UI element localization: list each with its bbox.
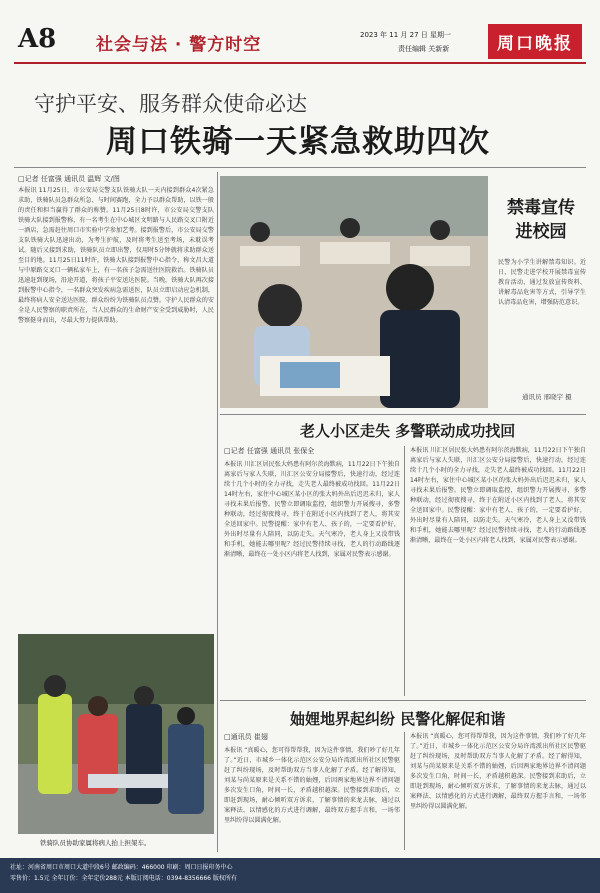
- page-number: A8: [18, 24, 57, 54]
- story3-byline: □通讯员 崔翅: [224, 733, 268, 741]
- sidebar-title: [496, 196, 586, 244]
- story2-byline: □记者 任富强 通讯员 张保全: [224, 447, 315, 455]
- sidebar-title-line2: 进校园: [515, 222, 567, 242]
- classroom-photo-image: [220, 176, 488, 408]
- section-title: 社会与法 · 警方时空: [96, 35, 262, 55]
- lead-body: 本报讯 11月25日，市公安局交警支队铁骑大队一天内接到群众4次紧急求助，铁骑队员急群众所急、与时间赛跑，全力予以群众帮助，以铁一般的责任和担当赢得了群众的称赞。11月25日8时许，市公安局交警支队铁骑大队接到报警称，有一名考生在中心城区文明路与人民路交叉口附近一酒店，急需赶往周口市实验中学参加艺考。接到报警后，市公安局交警支队铁骑大队迅速出动，为考生护航，及时将考生送至考场，未耽误考试。随后又接到求助，铁骑队员立即出警，仅用时5分钟就将求助群众送至目的地。11月25日11时许，铁骑大队接到报警中心指令，称文昌大道与中原路交叉口一辆私家车上，有一名孩子急需送往医院救治。铁骑队员迅速赶到现场，沿途开道，将孩子平安送达医院。当晚，铁骑大队再次接到报警中心指令，一名群众突发疾病急需送医，队员立即启动应急机制，最终将病人安全送达医院。群众纷纷为铁骑队员点赞。守护人民群众的安全是人民警察的职责所在，当人民群众的生命财产安全受到威胁时，人民警察挺身而出，尽最大努力提供帮助。: [18, 187, 214, 324]
- story3-title: 妯娌地界起纠纷 民警化解促和谐: [290, 710, 506, 728]
- lead-photo-stretcher: [18, 634, 214, 834]
- classroom-photo: [220, 176, 488, 408]
- footer-line2: 零售价：1.5元 全年订价：全年定价288元 本版订阅电话：0394-8356666 版权所有: [10, 875, 237, 882]
- stretcher-photo-caption: 铁骑队员协助家属将病人抬上担架车。: [40, 839, 151, 847]
- story2-body-col1: 本报讯 川汇区居民张大妈患有阿尔茨海默病，11月22日下午独自离家后与家人失联，川汇区公安分局接警后，快速行动，经过连续十几个小时的全力寻找，走失老人最终被成功找回。11月22日14时左右，家住中心城区某小区的张大妈外出后迟迟未归，家人寻找未果后报警。民警立即调取监控，组织警力开展搜寻，多警种联动，经过彻夜搜寻，终于在附近小区内找到了老人，将其安全送回家中。民警提醒：家中有老人、孩子的，一定要看护好，外出时尽量有人陪同，以防走失。天气寒冷，老人身上又没带钱和手机，她能去哪里呢？经过民警持续寻找，老人的行动路线逐渐清晰，最终在一处小区内将老人找到，家属对民警表示感谢。: [224, 461, 400, 558]
- newspaper-masthead: 周口晚报: [488, 24, 582, 59]
- story3-body-col1: 本报讯 “真暖心，您可得帮帮我，因为这件事情，我们吵了好几年了。”近日，市城乡一体化示范区公安分局许湾派出所社区民警驱赶了纠纷现场，及时帮助双方当事人化解了矛盾。经了解得知，刘某与尚某原来是关系不错的妯娌，后因两家地界边界不清问题多次发生口角，时间一长，矛盾越积越深。民警接到求助后，立即赶到现场，耐心倾听双方诉求，了解事情的来龙去脉，通过以案释法、以情感化的方式进行调解，最终双方握手言和，一场邻里纠纷得以圆满化解。: [224, 747, 400, 824]
- header-rule: [14, 62, 586, 64]
- responsible-editor: 责任编辑 关新新: [398, 45, 450, 53]
- lead-byline: □记者 任富强 通讯员 温辉 文/图: [18, 175, 120, 183]
- footer-line1: 社址：河南省周口市周口大道中段6号 邮政编码：466000 印刷：周口日报印务中心: [10, 864, 233, 871]
- story2-body-col2: 本报讯 川汇区居民张大妈患有阿尔茨海默病，11月22日下午独自离家后与家人失联，川汇区公安分局接警后，快速行动，经过连续十几个小时的全力寻找，走失老人最终被成功找回。11月22日14时左右，家住中心城区某小区的张大妈外出后迟迟未归，家人寻找未果后报警。民警立即调取监控，组织警力开展搜寻，多警种联动，经过彻夜搜寻，终于在附近小区内找到了老人，将其安全送回家中。民警提醒：家中有老人、孩子的，一定要看护好，外出时尽量有人陪同，以防走失。天气寒冷，老人身上又没带钱和手机，她能去哪里呢？经过民警持续寻找，老人的行动路线逐渐清晰，最终在一处小区内将老人找到，家属对民警表示感谢。: [410, 447, 586, 544]
- issue-date: 2023 年 11 月 27 日 星期一: [360, 31, 451, 39]
- lead-headline: 周口铁骑一天紧急救助四次: [106, 124, 490, 160]
- sidebar-body: 民警为小学生讲解禁毒知识。近日，民警走进学校开展禁毒宣传教育活动，通过发放宣传资料、讲解毒品危害等方式，引导学生认清毒品危害，增强防范意识。: [498, 259, 586, 306]
- story2-title: 老人小区走失 多警联动成功找回: [300, 422, 516, 440]
- main-column-rule: [217, 172, 218, 852]
- story3-body-col2: 本报讯 “真暖心，您可得帮帮我，因为这件事情，我们吵了好几年了。”近日，市城乡一体化示范区公安分局许湾派出所社区民警驱赶了纠纷现场，及时帮助双方当事人化解了矛盾。经了解得知，刘某与尚某原来是关系不错的妯娌，后因两家地界边界不清问题多次发生口角，时间一长，矛盾越积越深。民警接到求助后，立即赶到现场，耐心倾听双方诉求，了解事情的来龙去脉，通过以案释法、以情感化的方式进行调解，最终双方握手言和，一场邻里纠纷得以圆满化解。: [410, 733, 586, 810]
- stretcher-photo-image: [18, 634, 214, 834]
- headline-rule: [14, 167, 586, 168]
- lead-kicker: 守护平安、服务群众使命必达: [34, 92, 307, 116]
- sidebar-title-line1: 禁毒宣传: [507, 198, 575, 218]
- page-footer: [0, 858, 600, 893]
- story3-top-rule: [220, 700, 586, 701]
- sidebar-credit: 通讯员 邢晓宇 摄: [522, 393, 572, 401]
- story2-col-rule: [404, 446, 405, 696]
- story2-top-rule: [220, 414, 586, 415]
- story3-col-rule: [404, 732, 405, 850]
